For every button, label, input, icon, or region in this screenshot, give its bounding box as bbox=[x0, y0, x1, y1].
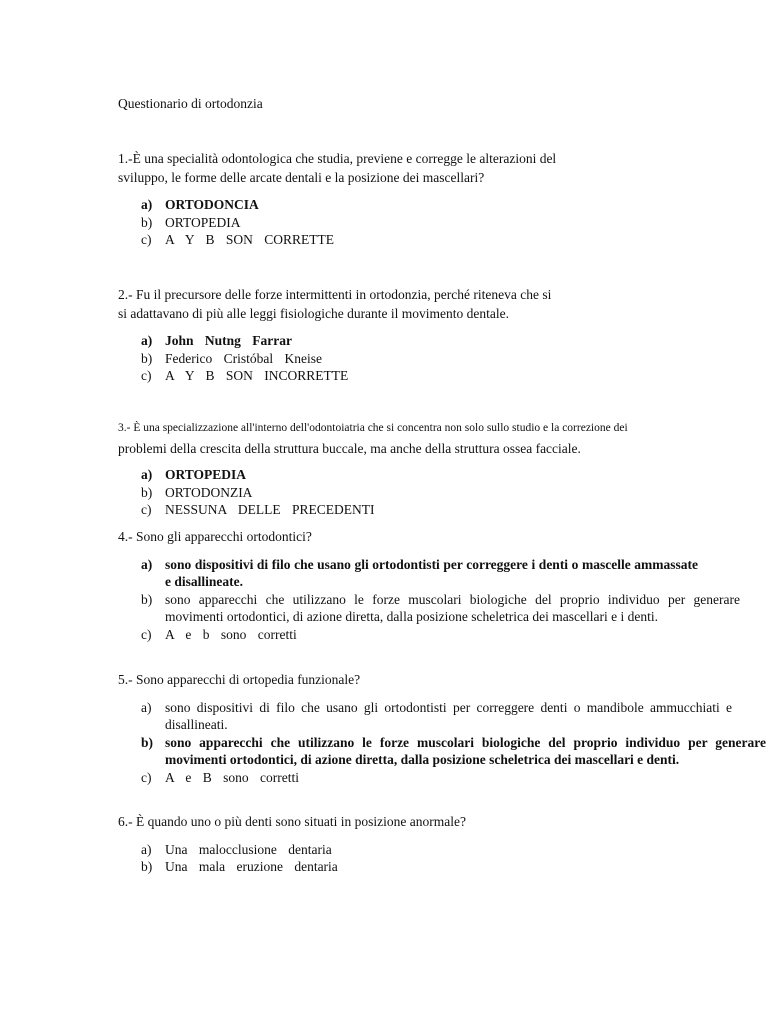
option-text: Una mala eruzione dentaria bbox=[165, 859, 338, 874]
option-c bbox=[118, 367, 768, 385]
option-letter: b) bbox=[141, 214, 153, 230]
option-text: sono apparecchi che utilizzano le forze muscolari biologiche del proprio individuo per generare movimenti ortodontici, di azione diretta, dalla posizione scheletrica dei mascellari e i denti. bbox=[165, 591, 740, 624]
question-1 bbox=[118, 150, 768, 249]
option-text: NESSUNA DELLE PRECEDENTI bbox=[165, 502, 375, 517]
option-letter: a) bbox=[141, 197, 153, 212]
option-b bbox=[118, 591, 740, 626]
option-a bbox=[118, 332, 768, 350]
option-b bbox=[118, 858, 768, 876]
question-line: 2.- Fu il precursore delle forze intermittenti in ortodonzia, perché riteneva che si bbox=[118, 287, 552, 302]
question-text bbox=[118, 671, 768, 690]
option-c bbox=[118, 231, 768, 249]
option-letter: c) bbox=[141, 769, 152, 785]
option-b bbox=[118, 350, 768, 368]
option-text: ORTOPEDIA bbox=[165, 214, 241, 230]
option-letter: a) bbox=[141, 467, 153, 482]
option-letter: a) bbox=[141, 699, 152, 715]
option-text: A e B sono corretti bbox=[165, 769, 299, 785]
option-text: John Nutng Farrar bbox=[165, 333, 292, 348]
question-line: sviluppo, le forme delle arcate dentali e la posizione dei mascellari? bbox=[118, 169, 485, 185]
option-letter: c) bbox=[141, 232, 152, 247]
option-text: A Y B SON CORRETTE bbox=[165, 232, 335, 247]
question-text bbox=[118, 419, 768, 458]
option-list bbox=[118, 466, 768, 519]
question-line: 5.- Sono apparecchi di ortopedia funzionale? bbox=[118, 672, 361, 687]
option-a bbox=[118, 196, 768, 214]
option-text: ORTOPEDIA bbox=[165, 467, 247, 482]
option-letter: c) bbox=[141, 626, 152, 642]
option-list bbox=[118, 556, 740, 644]
option-text: Una malocclusione dentaria bbox=[165, 841, 332, 857]
option-letter: c) bbox=[141, 368, 152, 383]
option-letter: a) bbox=[141, 556, 153, 572]
option-c bbox=[118, 501, 768, 519]
option-letter: b) bbox=[141, 734, 154, 750]
option-b bbox=[118, 484, 768, 502]
option-text: A e b sono corretti bbox=[165, 626, 297, 642]
question-5 bbox=[118, 671, 768, 786]
option-a bbox=[118, 699, 732, 734]
document-title: Questionario di ortodonzia bbox=[118, 96, 263, 111]
option-letter: a) bbox=[141, 841, 152, 857]
question-text bbox=[118, 528, 768, 547]
question-text bbox=[118, 150, 768, 187]
question-line: problemi della crescita della struttura buccale, ma anche della struttura ossea facciale. bbox=[118, 440, 581, 456]
option-text: ORTODONCIA bbox=[165, 197, 259, 212]
question-line: 3.- È una specializzazione all'interno dell'odontoiatria che si concentra non solo sullo studio e la correzione dei bbox=[118, 422, 628, 434]
option-letter: b) bbox=[141, 350, 153, 366]
option-a bbox=[118, 556, 698, 591]
option-c bbox=[118, 769, 768, 787]
question-text bbox=[118, 813, 768, 832]
option-letter: c) bbox=[141, 502, 152, 517]
option-letter: b) bbox=[141, 591, 153, 607]
option-a bbox=[118, 466, 768, 484]
option-list bbox=[118, 841, 768, 876]
option-text: sono dispositivi di filo che usano gli ortodontisti per correggere i denti o mascelle ammassate e disallineate. bbox=[165, 556, 698, 589]
option-text: A Y B SON INCORRETTE bbox=[165, 368, 349, 383]
question-line: 6.- È quando uno o più denti sono situati in posizione anormale? bbox=[118, 814, 466, 829]
option-c bbox=[118, 626, 740, 644]
option-list bbox=[118, 332, 768, 385]
question-line: 4.- Sono gli apparecchi ortodontici? bbox=[118, 529, 312, 544]
option-list bbox=[118, 699, 768, 787]
option-letter: b) bbox=[141, 859, 153, 874]
option-text: sono dispositivi di filo che usano gli ortodontisti per correggere denti o mandibole ammucchiati e disallineati. bbox=[165, 699, 732, 732]
option-text: sono apparecchi che utilizzano le forze muscolari biologiche del proprio individuo per generare movimenti ortodontici, di azione diretta, dalla posizione scheletrica dei mascellari e denti. bbox=[165, 734, 766, 767]
question-3 bbox=[118, 419, 768, 519]
option-text: ORTODONZIA bbox=[165, 484, 253, 500]
question-line: 1.-È una specialità odontologica che studia, previene e corregge le alterazioni del bbox=[118, 151, 557, 166]
question-line: si adattavano di più alle leggi fisiologiche durante il movimento dentale. bbox=[118, 305, 510, 321]
option-a bbox=[118, 841, 768, 859]
option-letter: b) bbox=[141, 484, 153, 500]
option-text: Federico Cristóbal Kneise bbox=[165, 350, 322, 366]
question-2 bbox=[118, 286, 768, 385]
option-list bbox=[118, 196, 768, 249]
option-b bbox=[118, 214, 768, 232]
option-b bbox=[118, 734, 766, 769]
question-4 bbox=[118, 528, 768, 643]
question-text bbox=[118, 286, 768, 323]
option-letter: a) bbox=[141, 333, 153, 348]
question-6 bbox=[118, 813, 768, 876]
